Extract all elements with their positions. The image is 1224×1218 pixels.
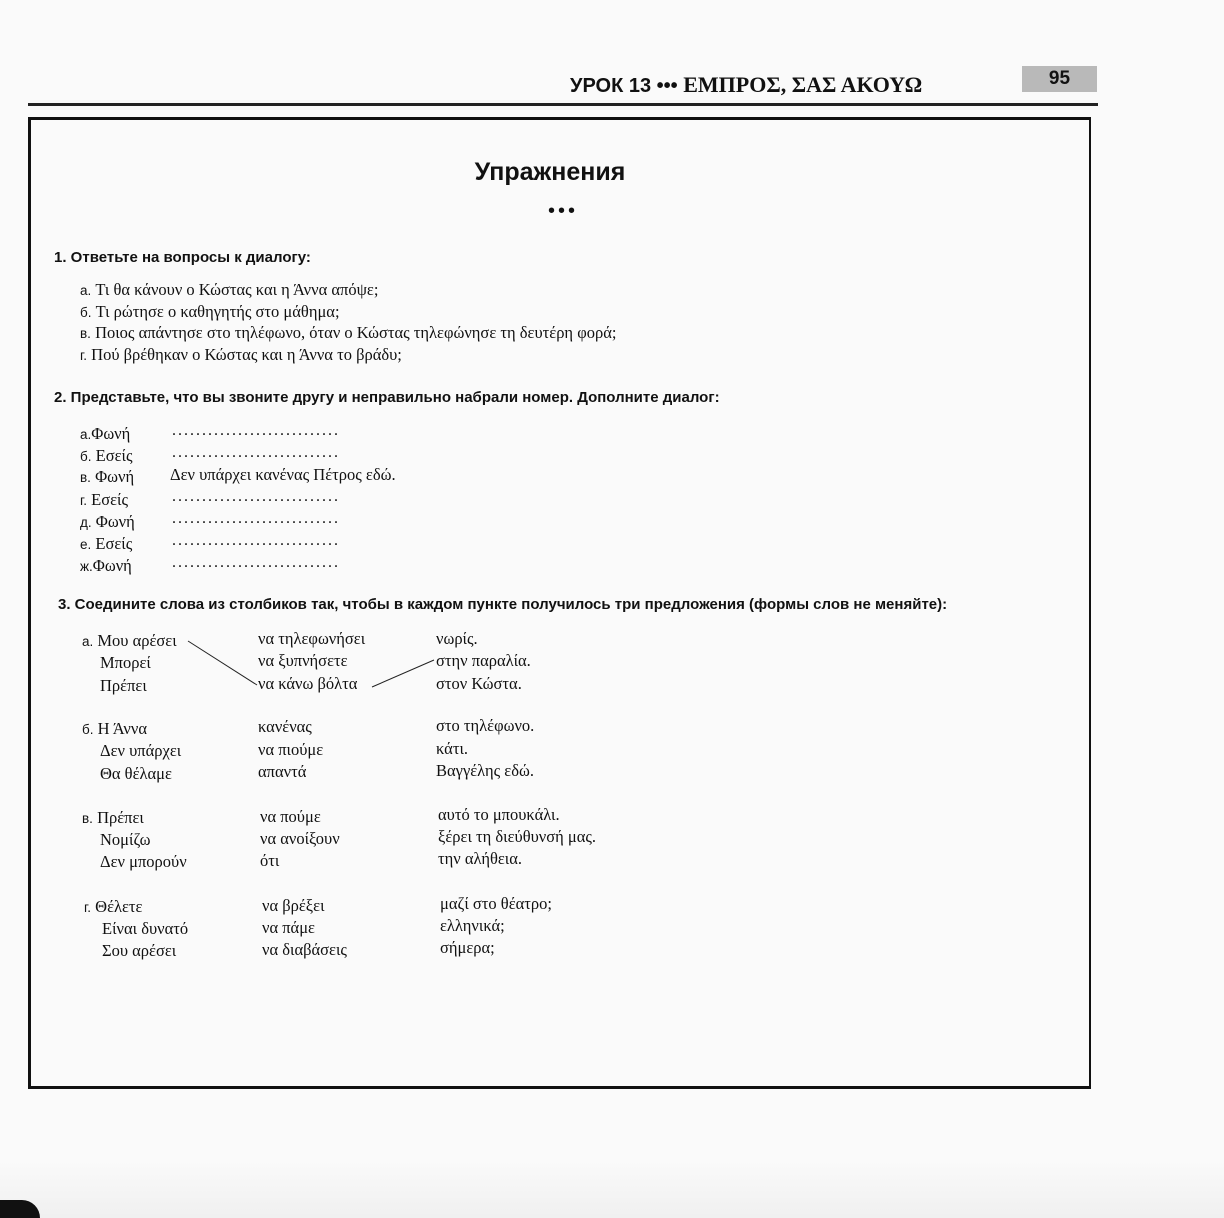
ex3-col1-item: Νομίζω (100, 830, 151, 849)
ex3-col3-item: αυτό το μπουκάλι. (438, 805, 560, 824)
ex3-col1-item: Μπορεί (100, 653, 151, 672)
ex3-col2-item: να διαβάσεις (262, 940, 347, 959)
ex3-col3-item: στο τηλέφωνο. (436, 716, 535, 735)
ex3-col1-item: Σου αρέσει (102, 941, 177, 960)
ex3-col3-item: σήμερα; (440, 938, 495, 957)
ex3-col1-item: Δεν υπάρχει (100, 741, 182, 760)
page-bottom-margin (0, 1160, 1224, 1218)
ex3-col2-item: απαντά (258, 762, 307, 781)
ex3-col2-item: να πιούμε (258, 740, 324, 759)
ex3-group-label: в. Πρέπει (82, 808, 144, 827)
ex1-question: г. Πού βρέθηκαν ο Κώστας και η Άννα το βράδυ; (80, 345, 402, 364)
chapter-title: ΕΜΠΡΟΣ, ΣΑΣ ΑΚΟΥΩ (683, 72, 923, 97)
ex1-question: б. Τι ρώτησε ο καθηγητής στο μάθημα; (80, 302, 340, 321)
ex3-col3-item: την αλήθεια. (438, 849, 523, 868)
ex2-blank-line: ............................ (172, 532, 340, 549)
ex2-speaker: г. Εσείς (80, 490, 129, 509)
exercise-1-heading: 1. Ответьте на вопросы к диалогу: (54, 249, 311, 266)
ex2-speaker: в. Φωνή (80, 467, 135, 486)
ex2-blank-line: ............................ (172, 554, 340, 571)
exercise-3-heading: 3. Соедините слова из столбиков так, чтобы в каждом пункте получилось три предложения (формы слов не меняйте): (58, 596, 948, 613)
ex3-col2-item: να βρέξει (262, 896, 325, 915)
ex3-col2-item: να πάμε (262, 918, 315, 937)
ex3-col2-item: να κάνω βόλτα (258, 674, 358, 693)
ex3-col1-item: Είναι δυνατό (102, 919, 189, 938)
header-separator: ••• (656, 75, 678, 97)
ex2-given-line: Δεν υπάρχει κανένας Πέτρος εδώ. (170, 465, 396, 484)
ex3-col2-item: να τηλεφωνήσει (258, 629, 366, 648)
ex3-col1-item: Θα θέλαμε (100, 764, 172, 783)
exercise-2-heading: 2. Представьте, что вы звоните другу и неправильно набрали номер. Дополните диалог: (54, 389, 720, 406)
ex2-speaker: б. Εσείς (80, 446, 133, 465)
ex3-col3-item: μαζί στο θέατρο; (440, 894, 552, 913)
ex3-col3-item: στον Κώστα. (436, 674, 522, 693)
ex2-blank-line: ............................ (172, 444, 340, 461)
ex3-col2-item: να ξυπνήσετε (258, 651, 348, 670)
ex2-speaker: а.Φωνή (80, 424, 131, 443)
ex3-col2-item: να ανοίξουν (260, 829, 340, 848)
title-dots: ••• (547, 200, 578, 222)
ex2-blank-line: ............................ (172, 488, 340, 505)
ex3-col3-item: κάτι. (436, 739, 469, 758)
connector-line (372, 660, 434, 687)
ex2-speaker: е. Εσείς (80, 534, 133, 553)
ex3-group-label: б. Η Άννα (82, 719, 147, 738)
ex3-col2-item: κανένας (258, 717, 312, 736)
ex2-blank-line: ............................ (172, 422, 340, 439)
ex2-speaker: д. Φωνή (80, 512, 135, 531)
connector-line (188, 641, 257, 685)
ex3-group-label: а. Μου αρέσει (82, 631, 177, 650)
ex3-col3-item: Βαγγέλης εδώ. (436, 761, 534, 780)
ex3-col3-item: στην παραλία. (436, 651, 531, 670)
ex2-speaker: ж.Φωνή (80, 556, 132, 575)
ex1-question: а. Τι θα κάνουν ο Κώστας και η Άννα απόψε; (80, 280, 379, 299)
ex3-col3-item: ξέρει τη διεύθυνσή μας. (438, 827, 597, 846)
page-number: 95 (1022, 66, 1097, 92)
ex1-question: в. Ποιος απάντησε στο τηλέφωνο, όταν ο Κώστας τηλεφώνησε τη δευτέρη φορά; (80, 323, 617, 342)
ex3-col2-item: ότι (260, 851, 280, 870)
ex2-blank-line: ............................ (172, 510, 340, 527)
ex3-col2-item: να πούμε (260, 807, 321, 826)
ex3-group-label: г. Θέλετε (84, 897, 143, 916)
ex3-col1-item: Δεν μπορούν (100, 852, 187, 871)
lesson-number: УРОК 13 (570, 75, 652, 97)
page-title: Упражнения (474, 158, 626, 186)
ex3-col3-item: νωρίς. (436, 629, 478, 648)
ex3-col1-item: Πρέπει (100, 676, 147, 695)
ex3-col3-item: ελληνικά; (440, 916, 505, 935)
